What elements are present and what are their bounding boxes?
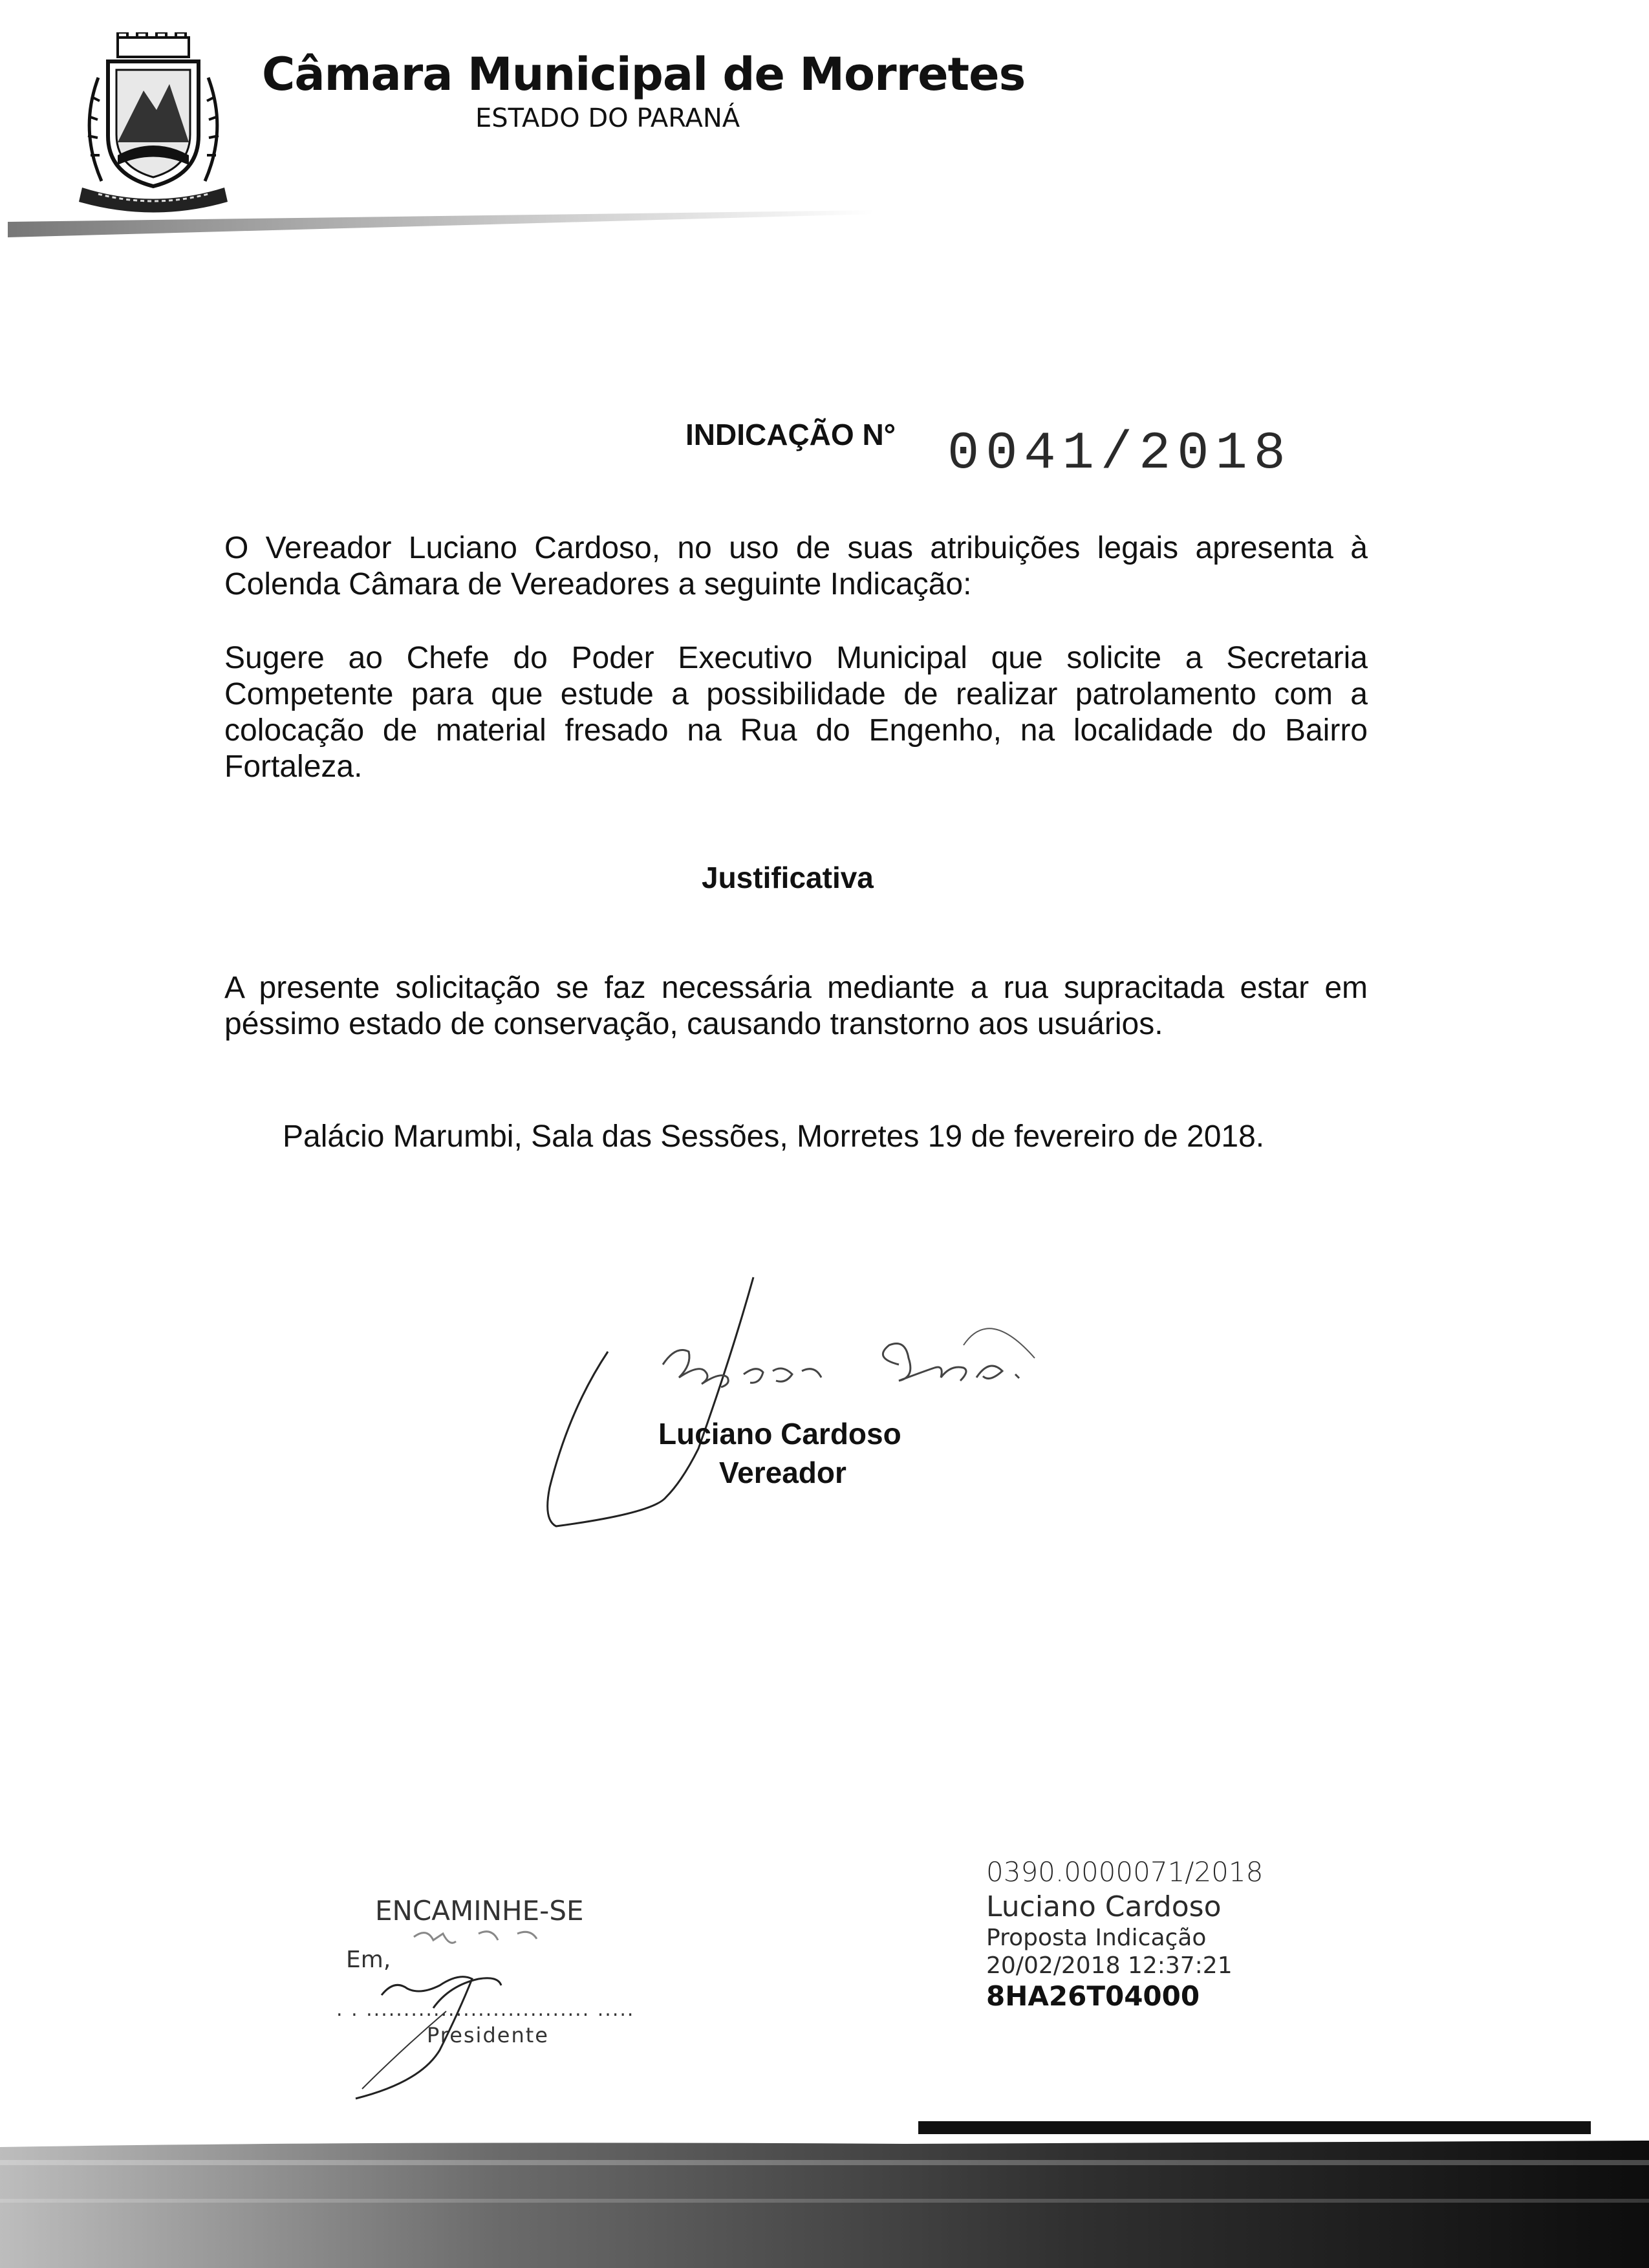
municipal-crest-icon <box>72 32 234 213</box>
intro-paragraph: O Vereador Luciano Cardoso, no uso de suas atribuições legais apresenta à Colenda Câmara de Vereadores a seguinte Indicação: <box>224 531 1368 601</box>
protocol-block <box>986 1856 1263 2012</box>
stamp-signature-scribble <box>336 1882 673 2102</box>
stamp-title: ENCAMINHE-SE <box>375 1895 584 1927</box>
institution-state: ESTADO DO PARANÁ <box>475 103 740 133</box>
handwritten-signature <box>537 1268 1119 1539</box>
stamp-date-label: Em, <box>346 1947 391 1973</box>
justification-heading: Justificativa <box>702 861 874 894</box>
signer-role: Vereador <box>719 1456 846 1489</box>
request-paragraph: Sugere ao Chefe do Poder Executivo Municipal que solicite a Secretaria Competente para que estude a possibilidade de realizar patrolamento com a colocação de material fresado na Rua do Engenho, na localidade do Bairro Fortaleza. <box>224 641 1368 784</box>
place-and-date: Palácio Marumbi, Sala das Sessões, Morretes 19 de fevereiro de 2018. <box>283 1119 1265 1154</box>
stamp-signature-line: . . .............................. ..... <box>336 1998 635 2021</box>
justification-paragraph: A presente solicitação se faz necessária mediante a rua supracitada estar em péssimo estado de conservação, causando transtorno aos usuários. <box>224 971 1368 1041</box>
protocol-author: Luciano Cardoso <box>986 1890 1222 1923</box>
protocol-number: 0390.0000071/2018 <box>986 1856 1264 1888</box>
footer-band <box>0 2121 1649 2268</box>
signer-name: Luciano Cardoso <box>658 1417 901 1451</box>
protocol-type: Proposta Indicação <box>986 1925 1207 1951</box>
document-number: 0041/2018 <box>947 424 1292 484</box>
protocol-code: 8HA26T04000 <box>986 1980 1200 2012</box>
protocol-timestamp: 20/02/2018 12:37:21 <box>986 1952 1233 1979</box>
forwarding-stamp <box>336 1882 673 2102</box>
institution-name: Câmara Municipal de Morretes <box>262 48 1026 101</box>
header-divider <box>8 210 874 237</box>
stamp-role: Presidente <box>427 2023 549 2047</box>
document-type-label: INDICAÇÃO N° <box>685 418 896 451</box>
